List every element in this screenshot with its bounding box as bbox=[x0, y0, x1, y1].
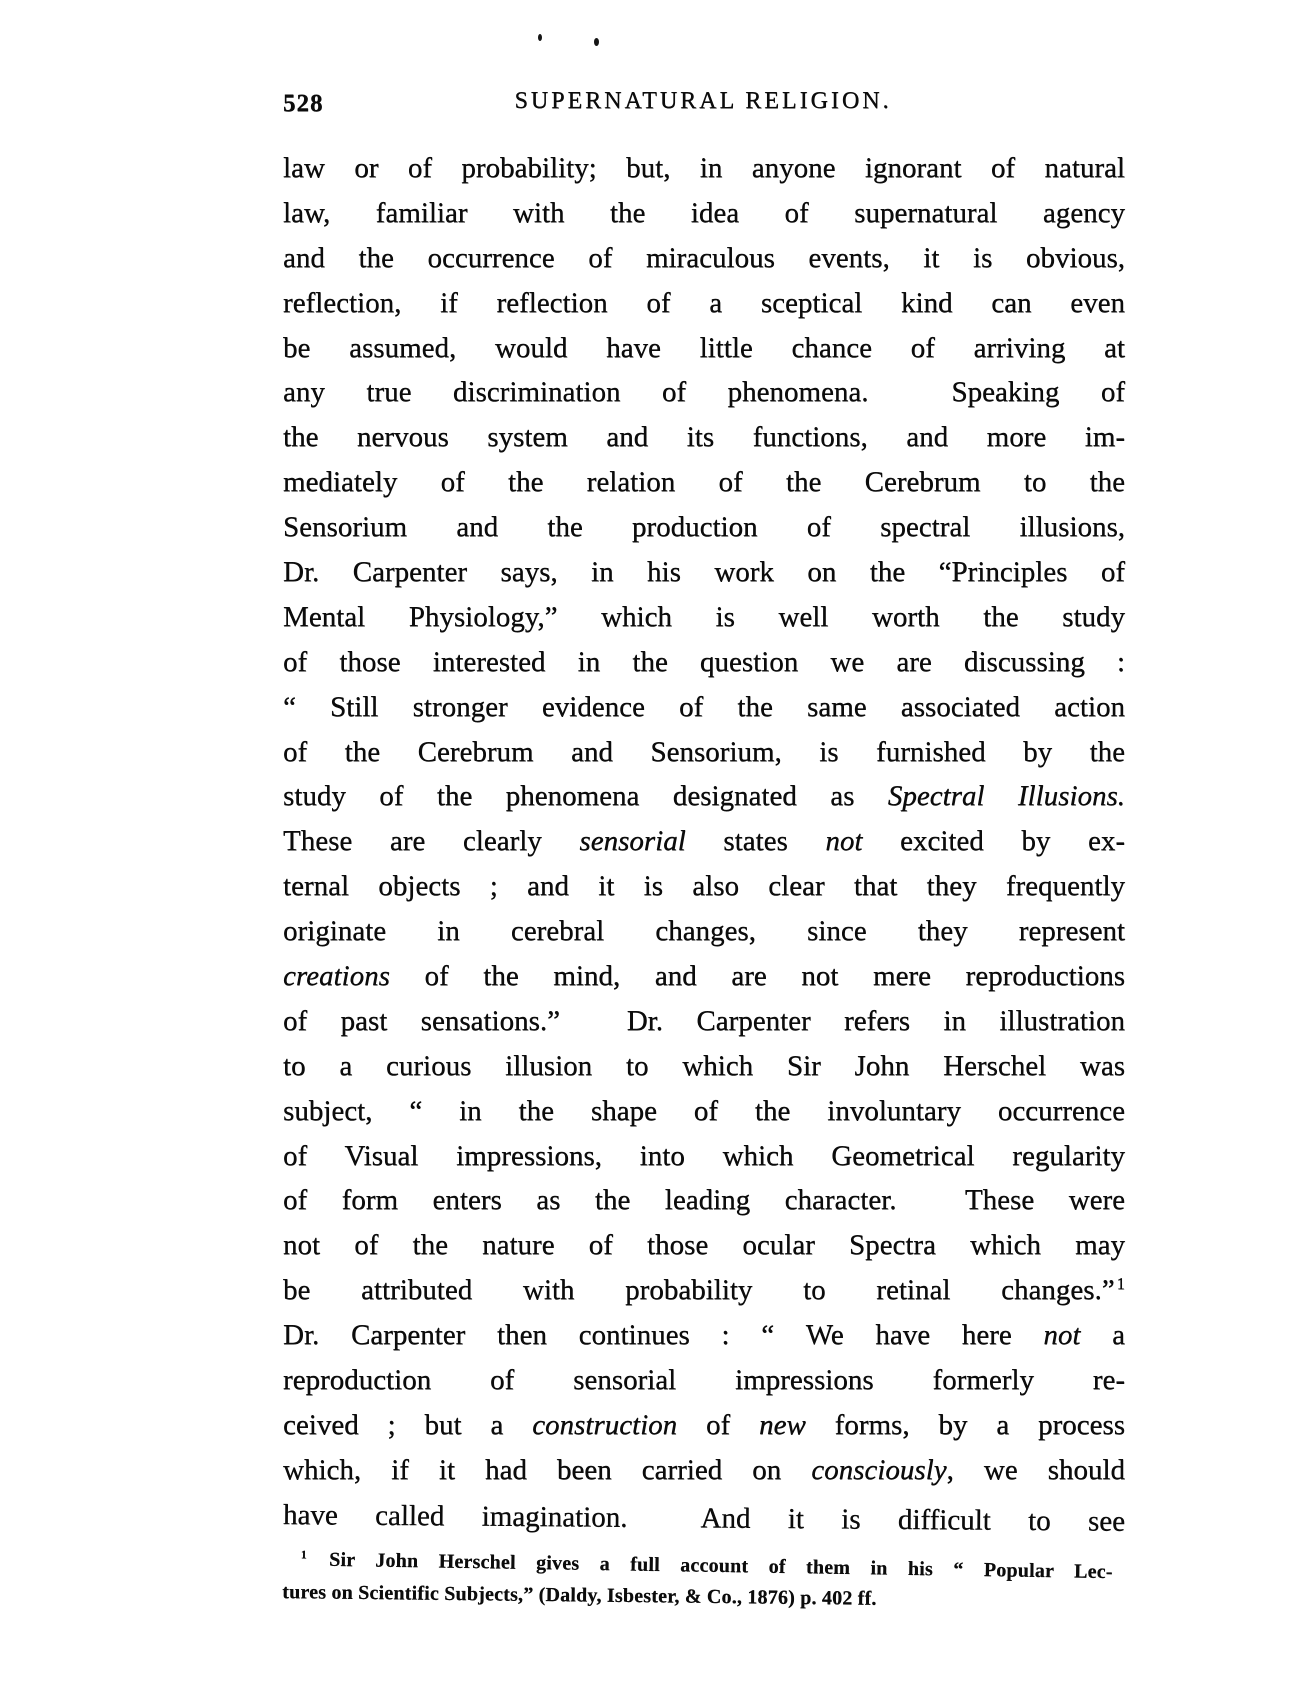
text-line: ternal objects ; and it is also clear that they frequently bbox=[283, 870, 1125, 903]
text-line: any true discrimination of phenomena. Speaking of bbox=[283, 376, 1125, 409]
text-line: mediately of the relation of the Cerebrum to the bbox=[283, 466, 1125, 499]
text-line: originate in cerebral changes, since they represent bbox=[283, 915, 1125, 948]
text-line: study of the phenomena designated as Spectral Illusions. bbox=[283, 780, 1125, 813]
text-line: Dr. Carpenter then continues : “ We have here not a bbox=[283, 1319, 1125, 1352]
text-line: of the Cerebrum and Sensorium, is furnished by the bbox=[283, 735, 1125, 768]
text-line: subject, “ in the shape of the involuntary occurrence bbox=[283, 1094, 1125, 1127]
text-line: of past sensations.” Dr. Carpenter refers in illustration bbox=[283, 1004, 1125, 1037]
text-line: law, familiar with the idea of supernatural agency bbox=[283, 196, 1125, 229]
text-line: have called imagination. And it is difficult to see bbox=[282, 1498, 1126, 1538]
text-line: reflection, if reflection of a sceptical kind can even bbox=[283, 286, 1125, 319]
text-line: Dr. Carpenter says, in his work on the “Principles of bbox=[283, 556, 1125, 589]
text-line: and the occurrence of miraculous events, it is obvious, bbox=[283, 241, 1125, 274]
text-line: which, if it had been carried on consciously, we should bbox=[283, 1453, 1125, 1486]
text-line: the nervous system and its functions, and more im- bbox=[283, 421, 1125, 454]
text-line: “ Still stronger evidence of the same associated action bbox=[283, 690, 1125, 723]
ink-speck bbox=[594, 38, 599, 46]
text-line: Sensorium and the production of spectral illusions, bbox=[283, 511, 1125, 544]
text-line: of Visual impressions, into which Geometrical regularity bbox=[283, 1139, 1125, 1172]
text-line: law or of probability; but, in anyone ignorant of natural bbox=[283, 152, 1125, 184]
text-line: not of the nature of those ocular Spectra which may bbox=[283, 1229, 1125, 1262]
footnote-marker: 1 bbox=[300, 1548, 307, 1562]
text-line: be attributed with probability to retinal changes.” $^1$ bbox=[283, 1274, 1125, 1307]
running-header: SUPERNATURAL RELIGION. bbox=[514, 88, 892, 114]
footnote bbox=[282, 1543, 1113, 1622]
page-header bbox=[283, 88, 1123, 122]
text-line: These are clearly sensorial states not excited by ex- bbox=[283, 825, 1126, 858]
text-line: be assumed, would have little chance of arriving at bbox=[283, 331, 1125, 364]
footnote-marker: 1 bbox=[1116, 1274, 1125, 1294]
text-line: $^1$ Sir John Herschel gives a full account of them in his “ Popular Lec- bbox=[300, 1548, 1113, 1584]
text-line: of form enters as the leading character. These were bbox=[283, 1184, 1125, 1217]
text-line: to a curious illusion to which Sir John Herschel was bbox=[283, 1049, 1125, 1082]
text-line: reproduction of sensorial impressions formerly re- bbox=[283, 1364, 1125, 1397]
text-line: of those interested in the question we are discussing : bbox=[283, 645, 1125, 678]
page-number: 528 bbox=[283, 90, 324, 117]
text-line: creations of the mind, and are not mere reproductions bbox=[283, 960, 1125, 993]
text-line: tures on Scientific Subjects,” (Daldy, Isbester, & Co., 1876) p. 402 ff. bbox=[282, 1580, 877, 1610]
text-line: ceived ; but a construction of new forms, by a process bbox=[283, 1408, 1125, 1441]
body-text bbox=[283, 146, 1125, 1538]
ink-speck bbox=[538, 34, 542, 41]
text-line: Mental Physiology,” which is well worth the study bbox=[283, 600, 1125, 633]
